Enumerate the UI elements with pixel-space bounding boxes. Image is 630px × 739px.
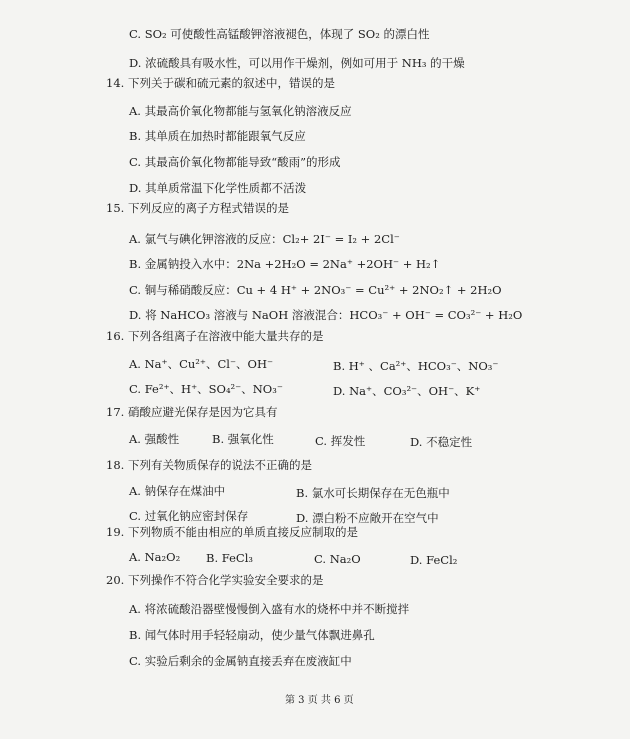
- question-16: 16. 下列各组离子在溶液中能大量共存的是: [106, 329, 324, 343]
- option-15c: C. 铜与稀硝酸反应：Cu + 4 H⁺ + 2NO₃⁻ = Cu²⁺ + 2NO₂↑ + 2H₂O: [129, 283, 502, 297]
- option-13c: C. SO₂ 可使酸性高锰酸钾溶液褪色，体现了 SO₂ 的漂白性: [129, 27, 430, 41]
- option-14d: D. 其单质常温下化学性质都不活泼: [129, 181, 307, 195]
- option-19b: B. FeCl₃: [206, 551, 254, 565]
- question-19: 19. 下列物质不能由相应的单质直接反应制取的是: [106, 525, 358, 539]
- option-20c: C. 实验后剩余的金属钠直接丢弃在废液缸中: [129, 654, 352, 668]
- option-20b: B. 闻气体时用手轻轻扇动，使少量气体飘进鼻孔: [129, 628, 375, 642]
- option-18d: D. 漂白粉不应敞开在空气中: [296, 511, 439, 525]
- option-15d: D. 将 NaHCO₃ 溶液与 NaOH 溶液混合：HCO₃⁻ + OH⁻ = CO₃²⁻ + H₂O: [129, 308, 523, 322]
- option-19c: C. Na₂O: [314, 552, 361, 566]
- option-15a: A. 氯气与碘化钾溶液的反应：Cl₂+ 2I⁻ = I₂ + 2Cl⁻: [129, 232, 400, 246]
- option-18b: B. 氯水可长期保存在无色瓶中: [296, 486, 450, 500]
- option-16d: D. Na⁺、CO₃²⁻、OH⁻、K⁺: [333, 384, 481, 398]
- option-13d: D. 浓硫酸具有吸水性，可以用作干燥剂，例如可用于 NH₃ 的干燥: [129, 56, 465, 70]
- question-18: 18. 下列有关物质保存的说法不正确的是: [106, 458, 312, 472]
- option-17d: D. 不稳定性: [410, 435, 473, 449]
- question-14: 14. 下列关于碳和硫元素的叙述中，错误的是: [106, 76, 335, 90]
- question-17: 17. 硝酸应避光保存是因为它具有: [106, 405, 278, 419]
- option-18c: C. 过氧化钠应密封保存: [129, 509, 249, 523]
- option-14c: C. 其最高价氧化物都能导致“酸雨”的形成: [129, 155, 341, 169]
- option-16a: A. Na⁺、Cu²⁺、Cl⁻、OH⁻: [129, 357, 274, 371]
- option-19a: A. Na₂O₂: [129, 550, 181, 564]
- option-16b: B. H⁺ 、Ca²⁺、HCO₃⁻、NO₃⁻: [333, 359, 499, 373]
- option-14a: A. 其最高价氧化物都能与氢氧化钠溶液反应: [129, 104, 352, 118]
- option-17c: C. 挥发性: [315, 434, 366, 448]
- option-19d: D. FeCl₂: [410, 553, 458, 567]
- option-15b: B. 金属钠投入水中：2Na +2H₂O = 2Na⁺ +2OH⁻ + H₂↑: [129, 257, 441, 271]
- option-20a: A. 将浓硫酸沿器壁慢慢倒入盛有水的烧杯中并不断搅拌: [129, 602, 410, 616]
- option-16c: C. Fe²⁺、H⁺、SO₄²⁻、NO₃⁻: [129, 382, 283, 396]
- question-20: 20. 下列操作不符合化学实验安全要求的是: [106, 573, 324, 587]
- option-17a: A. 强酸性: [129, 432, 180, 446]
- question-15: 15. 下列反应的离子方程式错误的是: [106, 201, 289, 215]
- option-14b: B. 其单质在加热时都能跟氧气反应: [129, 129, 306, 143]
- page-footer: 第 3 页 共 6 页: [285, 695, 354, 706]
- option-18a: A. 钠保存在煤油中: [129, 484, 226, 498]
- option-17b: B. 强氧化性: [212, 432, 274, 446]
